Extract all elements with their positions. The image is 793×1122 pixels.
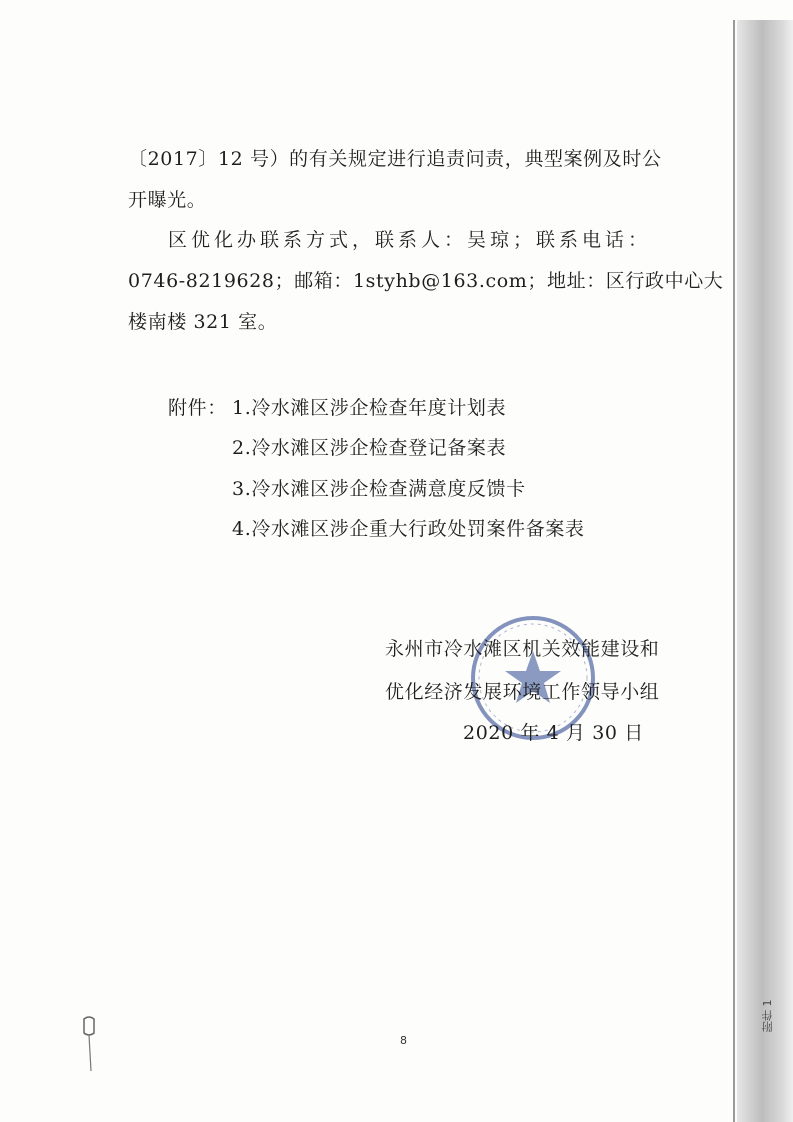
- body-line-1: 〔2017〕12 号）的有关规定进行追责问责，典型案例及时公: [128, 148, 662, 170]
- attachment-item: 1.冷水滩区涉企检查年度计划表: [232, 397, 507, 419]
- signature-org-line-2: 优化经济发展环境工作领导小组: [385, 681, 660, 703]
- signature-date: 2020 年 4 月 30 日: [463, 722, 644, 744]
- signature-org-line-1: 永州市冷水滩区机关效能建设和: [385, 638, 660, 660]
- paperclip-mark-icon: [78, 1015, 100, 1075]
- contact-line-3: 楼南楼 321 室。: [128, 311, 278, 333]
- attachment-item: 3.冷水滩区涉企检查满意度反馈卡: [232, 478, 526, 500]
- attachment-item: 2.冷水滩区涉企检查登记备案表: [232, 437, 507, 459]
- scan-edge: [737, 20, 793, 1122]
- attachment-item: 4.冷水滩区涉企重大行政处罚案件备案表: [232, 518, 585, 540]
- side-mark: 附件 1: [761, 999, 774, 1032]
- contact-line-2: 0746-8219628；邮箱：1styhb@163.com；地址：区行政中心大: [128, 270, 724, 292]
- scan-edge-line: [733, 20, 735, 1122]
- body-line-2: 开曝光。: [128, 189, 207, 211]
- attachments-label: 附件：: [168, 397, 227, 419]
- page-number: 8: [400, 1034, 407, 1047]
- contact-line-1: 区优化办联系方式，联系人：吴琼；联系电话：: [168, 229, 652, 251]
